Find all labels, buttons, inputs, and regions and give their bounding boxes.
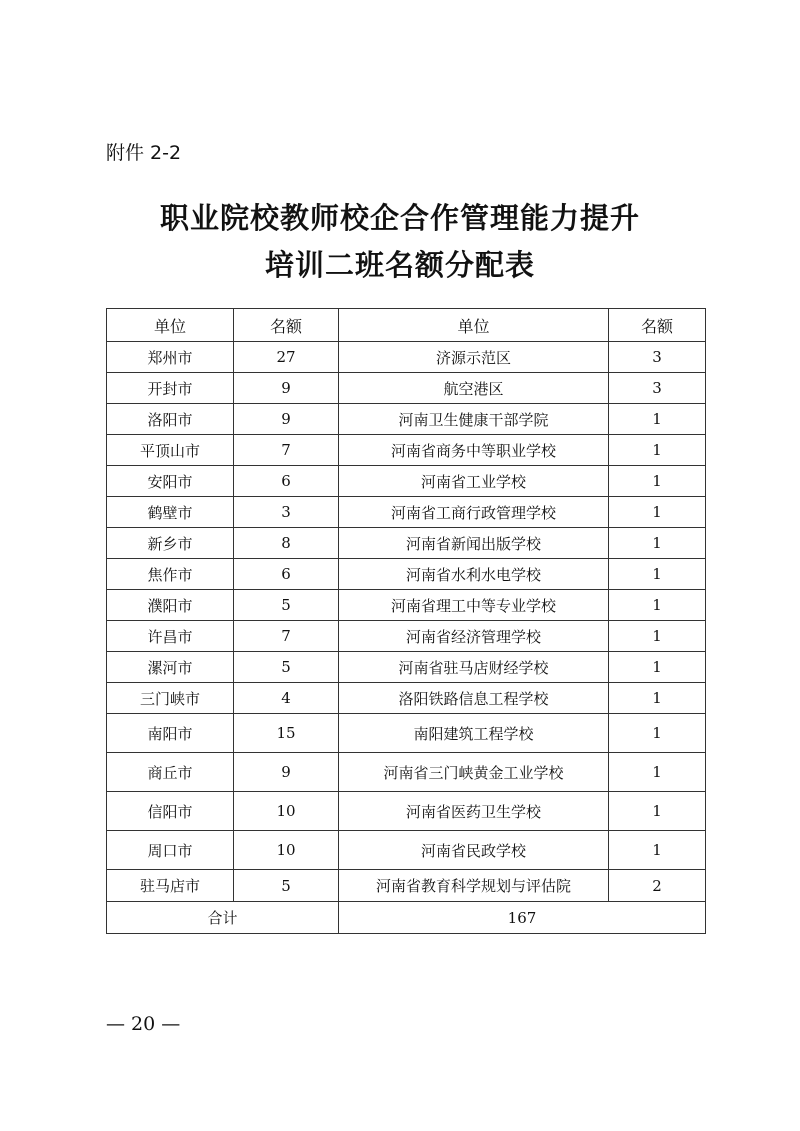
- table-row: [107, 435, 706, 466]
- unit-cell: 驻马店市: [107, 870, 234, 902]
- unit-cell: 河南省水利水电学校: [339, 559, 609, 590]
- unit-cell: 河南省商务中等职业学校: [339, 435, 609, 466]
- quota-cell: 1: [609, 559, 706, 590]
- unit-cell: 洛阳市: [107, 404, 234, 435]
- unit-cell: 鹤壁市: [107, 497, 234, 528]
- unit-cell: 洛阳铁路信息工程学校: [339, 683, 609, 714]
- unit-cell: 河南卫生健康干部学院: [339, 404, 609, 435]
- quota-cell: 9: [234, 373, 339, 404]
- unit-cell: 商丘市: [107, 753, 234, 792]
- total-label-cell: 合计: [107, 902, 339, 934]
- quota-cell: 1: [609, 590, 706, 621]
- header-unit-2: 单位: [339, 309, 609, 342]
- table-row: [107, 497, 706, 528]
- unit-cell: 安阳市: [107, 466, 234, 497]
- unit-cell: 许昌市: [107, 621, 234, 652]
- page-number: — 20 —: [106, 1013, 181, 1035]
- unit-cell: 信阳市: [107, 792, 234, 831]
- quota-cell: 1: [609, 714, 706, 753]
- unit-cell: 漯河市: [107, 652, 234, 683]
- quota-cell: 1: [609, 652, 706, 683]
- unit-cell: 航空港区: [339, 373, 609, 404]
- quota-cell: 3: [234, 497, 339, 528]
- quota-cell: 10: [234, 792, 339, 831]
- quota-cell: 1: [609, 528, 706, 559]
- quota-cell: 7: [234, 435, 339, 466]
- quota-cell: 27: [234, 342, 339, 373]
- quota-cell: 15: [234, 714, 339, 753]
- total-value-cell: 167: [339, 902, 706, 934]
- table-header-row: [107, 309, 706, 342]
- unit-cell: 河南省新闻出版学校: [339, 528, 609, 559]
- unit-cell: 南阳市: [107, 714, 234, 753]
- unit-cell: 南阳建筑工程学校: [339, 714, 609, 753]
- quota-cell: 6: [234, 466, 339, 497]
- quota-cell: 1: [609, 466, 706, 497]
- unit-cell: 三门峡市: [107, 683, 234, 714]
- quota-cell: 1: [609, 404, 706, 435]
- unit-cell: 河南省民政学校: [339, 831, 609, 870]
- unit-cell: 河南省驻马店财经学校: [339, 652, 609, 683]
- quota-cell: 1: [609, 435, 706, 466]
- table-row: [107, 753, 706, 792]
- unit-cell: 河南省教育科学规划与评估院: [339, 870, 609, 902]
- quota-cell: 5: [234, 590, 339, 621]
- table-row: [107, 559, 706, 590]
- quota-cell: 5: [234, 870, 339, 902]
- table-row: [107, 683, 706, 714]
- unit-cell: 濮阳市: [107, 590, 234, 621]
- unit-cell: 郑州市: [107, 342, 234, 373]
- table-row: [107, 621, 706, 652]
- quota-cell: 10: [234, 831, 339, 870]
- table-row: [107, 870, 706, 902]
- unit-cell: 河南省工业学校: [339, 466, 609, 497]
- table-row: [107, 714, 706, 753]
- unit-cell: 河南省工商行政管理学校: [339, 497, 609, 528]
- unit-cell: 河南省经济管理学校: [339, 621, 609, 652]
- quota-cell: 3: [609, 373, 706, 404]
- quota-cell: 9: [234, 753, 339, 792]
- unit-cell: 河南省三门峡黄金工业学校: [339, 753, 609, 792]
- quota-cell: 1: [609, 831, 706, 870]
- header-quota-2: 名额: [609, 309, 706, 342]
- total-row: [107, 902, 706, 934]
- quota-cell: 2: [609, 870, 706, 902]
- unit-cell: 河南省理工中等专业学校: [339, 590, 609, 621]
- quota-cell: 5: [234, 652, 339, 683]
- document-title-line-2: 培训二班名额分配表: [264, 248, 535, 282]
- quota-cell: 6: [234, 559, 339, 590]
- header-quota-1: 名额: [234, 309, 339, 342]
- unit-cell: 周口市: [107, 831, 234, 870]
- table-row: [107, 342, 706, 373]
- allocation-table: [106, 308, 706, 934]
- quota-cell: 1: [609, 753, 706, 792]
- unit-cell: 济源示范区: [339, 342, 609, 373]
- quota-cell: 8: [234, 528, 339, 559]
- quota-cell: 1: [609, 497, 706, 528]
- quota-cell: 1: [609, 621, 706, 652]
- table-row: [107, 792, 706, 831]
- quota-cell: 7: [234, 621, 339, 652]
- attachment-label: 附件 2-2: [106, 142, 182, 164]
- table-row: [107, 373, 706, 404]
- table-row: [107, 528, 706, 559]
- unit-cell: 焦作市: [107, 559, 234, 590]
- quota-cell: 1: [609, 683, 706, 714]
- table-row: [107, 831, 706, 870]
- quota-cell: 1: [609, 792, 706, 831]
- table-row: [107, 404, 706, 435]
- unit-cell: 开封市: [107, 373, 234, 404]
- table-row: [107, 652, 706, 683]
- header-unit-1: 单位: [107, 309, 234, 342]
- table-row: [107, 590, 706, 621]
- quota-cell: 4: [234, 683, 339, 714]
- quota-cell: 9: [234, 404, 339, 435]
- table-row: [107, 466, 706, 497]
- unit-cell: 平顶山市: [107, 435, 234, 466]
- unit-cell: 河南省医药卫生学校: [339, 792, 609, 831]
- unit-cell: 新乡市: [107, 528, 234, 559]
- document-title-line-1: 职业院校教师校企合作管理能力提升: [159, 201, 640, 235]
- quota-cell: 3: [609, 342, 706, 373]
